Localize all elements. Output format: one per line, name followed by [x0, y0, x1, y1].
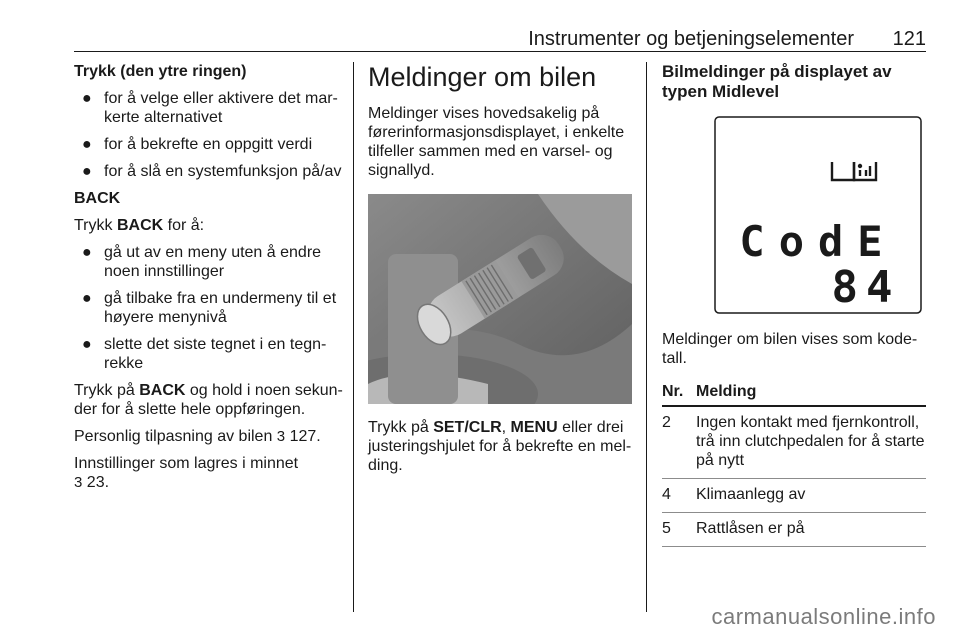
- column-left: [74, 62, 344, 500]
- back-list: [74, 243, 344, 373]
- stored-settings-ref: Innstillinger som lagres i minnet 3 23.: [74, 455, 299, 491]
- midlevel-display-illustration: [714, 116, 922, 314]
- subsection-heading: Bilmeldinger på displayet av typen Midlevel: [662, 62, 892, 101]
- lcd-code-text: CodE: [739, 217, 897, 266]
- table-row: 5 Rattlåsen er på: [662, 513, 926, 547]
- header-rule: [74, 51, 926, 52]
- table-row: 2 Ingen kontakt med fjernkontroll, trå inn clutchpedalen for å starte på nytt: [662, 406, 926, 479]
- column-middle: [368, 62, 632, 483]
- column-divider: [646, 62, 647, 612]
- message-table: [662, 378, 926, 547]
- table-header-row: [662, 378, 926, 406]
- list-item: ● for å bekrefte en oppgitt verdi: [82, 136, 313, 153]
- list-item: ● gå ut av en meny uten å endre noen innstillinger: [82, 244, 322, 280]
- press-back-line: Trykk BACK for å:: [74, 217, 205, 234]
- page-header: [74, 24, 926, 52]
- lcd-number-text: 84: [831, 262, 901, 313]
- header-title: Instrumenter og betjeningselementer: [528, 28, 854, 50]
- outer-ring-list: [74, 89, 344, 181]
- press-outer-heading: Trykk (den ytre ringen): [74, 63, 247, 80]
- list-item: ● for å velge eller aktivere det mar-kerte alternativet: [82, 90, 338, 126]
- column-divider: [353, 62, 354, 612]
- hold-back-text: Trykk på BACK og hold i noen sekun-der for å slette hele oppføringen.: [74, 382, 343, 418]
- page-number: 121: [892, 28, 926, 50]
- list-item: ● slette det siste tegnet i en tegn-rekke: [82, 336, 327, 372]
- steering-column-lever-photo: [368, 194, 632, 404]
- list-item: ● gå tilbake fra en undermeny til et høyere menynivå: [82, 290, 337, 326]
- section-heading: Meldinger om bilen: [368, 62, 597, 92]
- intro-text: Meldinger vises hovedsakelig på førerinformasjonsdisplayet, i enkelte tilfeller sammen med en varsel- og signallyd.: [368, 105, 625, 179]
- column-header-message: Melding: [696, 378, 926, 406]
- display-caption: Meldinger om bilen vises som kode-tall.: [662, 331, 918, 367]
- list-item: ● for å slå en systemfunksjon på/av: [82, 163, 342, 180]
- table-row: 4 Klimaanlegg av: [662, 479, 926, 513]
- back-label: BACK: [74, 190, 121, 207]
- reference-arrow-icon: 3: [74, 474, 83, 491]
- personal-tailoring-ref: Personlig tilpasning av bilen 3 127.: [74, 428, 321, 445]
- column-header-nr: Nr.: [662, 378, 696, 406]
- set-clr-instruction: Trykk på SET/CLR, MENU eller drei justeringshjulet for å bekrefte en mel-ding.: [368, 419, 632, 474]
- watermark: carmanualsonline.info: [711, 604, 936, 629]
- reference-arrow-icon: 3: [276, 428, 286, 445]
- column-right: [662, 62, 926, 547]
